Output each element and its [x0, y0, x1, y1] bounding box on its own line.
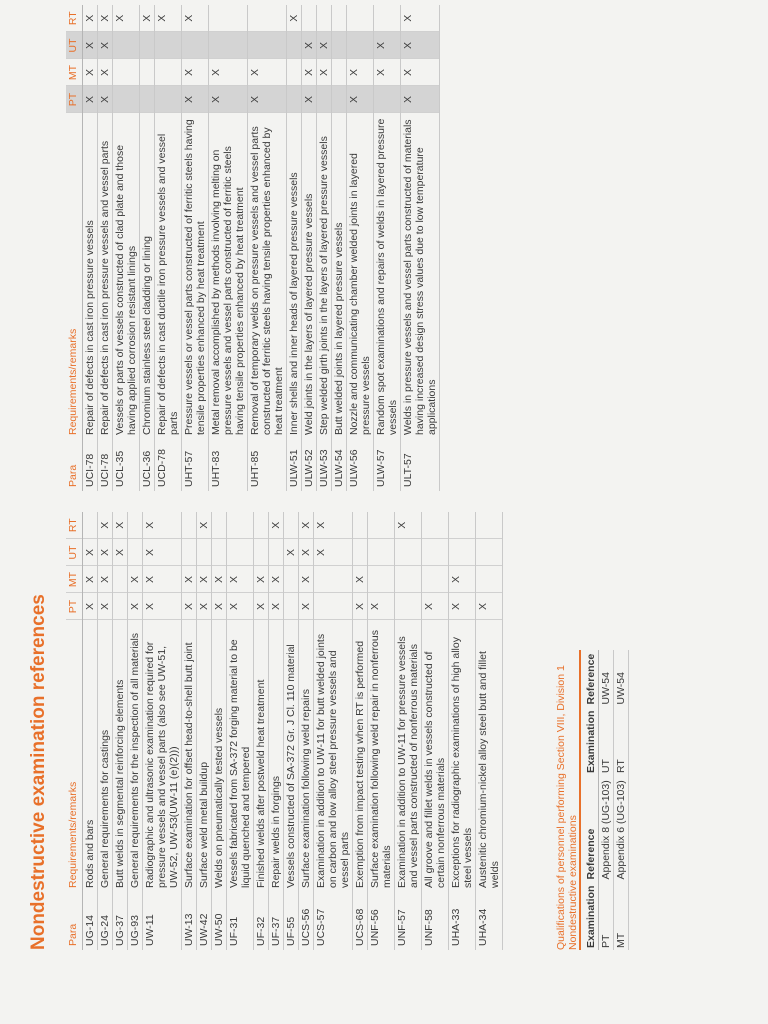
para-cell: UNF-56	[368, 892, 395, 950]
header-pt: PT	[66, 86, 83, 113]
pt-mark: X	[182, 593, 197, 620]
para-cell: UHA-34	[476, 892, 503, 950]
requirement-cell: Radiographic and ultrasonic examination required for pressure vessels and vessel parts (also see UW-51, UW-52, UW-53(UW-11 (e)(2)))	[143, 620, 182, 892]
pt-mark: X	[368, 593, 395, 620]
header-para: Para	[66, 439, 83, 491]
requirement-cell: Examination in addition to UW-11 for pressure vessels and vessel parts constructed of nonferrous materials	[395, 620, 422, 892]
qual-reference-cell-2: UW-54	[614, 650, 629, 707]
requirement-cell: Nozzle and communicating chamber welded joints in layered pressure vessels	[347, 113, 374, 439]
para-cell: UW-13	[182, 892, 197, 950]
para-cell: UCS-56	[299, 892, 314, 950]
ut-mark	[209, 32, 248, 59]
para-cell: UCL-35	[113, 439, 140, 491]
para-cell: UW-42	[197, 892, 212, 950]
requirement-cell: Butt welds in segmental reinforcing elements	[113, 620, 128, 892]
requirement-cell: Surface examination following weld repair in nonferrous materials	[368, 620, 395, 892]
ut-mark: X	[374, 32, 401, 59]
mt-mark: X	[302, 59, 317, 86]
qual-header-reference-2: Reference	[584, 650, 599, 707]
rt-mark: X	[395, 512, 422, 539]
table-row	[143, 512, 182, 950]
table-row	[182, 512, 197, 950]
rt-mark: X	[287, 5, 302, 32]
left-header-row	[66, 512, 83, 950]
qualifications-title: Qualifications of personnel performing Section VIII, Division 1	[555, 665, 567, 950]
rt-mark: X	[314, 512, 353, 539]
para-cell: ULT-57	[401, 439, 440, 491]
table-row	[227, 512, 254, 950]
pt-mark: X	[98, 86, 113, 113]
requirement-cell: Repair of defects in cast iron pressure vessels and vessel parts	[98, 113, 113, 439]
pt-mark: X	[299, 593, 314, 620]
requirement-cell: All groove and fillet welds in vessels constructed of certain nonferrous materials	[422, 620, 449, 892]
pt-mark: X	[212, 593, 227, 620]
para-cell: ULW-52	[302, 439, 317, 491]
requirement-cell: Pressure vessels or vessel parts constructed of ferritic steels having tensile properties enhanced by heat treatment	[182, 113, 209, 439]
table-row	[347, 5, 374, 491]
header-para: Para	[66, 892, 83, 950]
rt-mark: X	[113, 512, 128, 539]
mt-mark: X	[299, 566, 314, 593]
table-row	[269, 512, 284, 950]
para-cell: UF-32	[254, 892, 269, 950]
requirement-cell: Exceptions for radiographic examinations of high alloy steel vessels	[449, 620, 476, 892]
mt-mark	[284, 566, 299, 593]
rt-mark: X	[83, 5, 98, 32]
para-cell: UCI-78	[83, 439, 98, 491]
rt-mark	[254, 512, 269, 539]
rt-mark	[212, 512, 227, 539]
table-row	[395, 512, 422, 950]
para-cell: UF-55	[284, 892, 299, 950]
mt-mark: X	[212, 566, 227, 593]
ut-mark	[353, 539, 368, 566]
mt-mark	[395, 566, 422, 593]
mt-mark: X	[374, 59, 401, 86]
table-row	[197, 512, 212, 950]
pt-mark: X	[197, 593, 212, 620]
rt-mark	[317, 5, 332, 32]
requirement-cell: Austenitic chromium-nickel alloy steel butt and fillet welds	[476, 620, 503, 892]
table-row	[113, 512, 128, 950]
rt-mark	[284, 512, 299, 539]
pt-mark	[287, 86, 302, 113]
qual-exam-cell: PT	[599, 881, 614, 950]
mt-mark: X	[128, 566, 143, 593]
table-row	[368, 512, 395, 950]
rt-mark	[248, 5, 287, 32]
mt-mark	[155, 59, 182, 86]
pt-mark: X	[227, 593, 254, 620]
ut-mark	[368, 539, 395, 566]
mt-mark: X	[269, 566, 284, 593]
para-cell: UHA-33	[449, 892, 476, 950]
requirement-cell: Metal removal accomplished by methods involving melting on pressure vessels and vessel parts constructed of ferritic steels having tensile properties enhanced by heat treatment	[209, 113, 248, 439]
qualifications-header-row	[584, 650, 599, 950]
ut-mark: X	[401, 32, 440, 59]
pt-mark: X	[143, 593, 182, 620]
pt-mark	[314, 593, 353, 620]
rt-mark: X	[98, 5, 113, 32]
para-cell: UCD-78	[155, 439, 182, 491]
rt-mark	[368, 512, 395, 539]
page-title: Nondestructive examination references	[28, 594, 49, 950]
header-requirements: Requirements/remarks	[66, 620, 83, 892]
requirement-cell: Finished welds after postweld heat treatment	[254, 620, 269, 892]
requirement-cell: Welds on pneumatically tested vessels	[212, 620, 227, 892]
table-row	[83, 512, 98, 950]
requirement-cell: Random spot examinations and repairs of welds in layered pressure vessels	[374, 113, 401, 439]
table-row	[401, 5, 440, 491]
ut-mark	[395, 539, 422, 566]
rt-mark	[128, 512, 143, 539]
ut-mark	[155, 32, 182, 59]
rt-mark	[209, 5, 248, 32]
rt-mark	[182, 512, 197, 539]
qual-header-reference: Reference	[584, 775, 599, 881]
requirement-cell: Inner shells and inner heads of layered pressure vessels	[287, 113, 302, 439]
requirement-cell: Surface examination following weld repairs	[299, 620, 314, 892]
para-cell: ULW-54	[332, 439, 347, 491]
table-row	[155, 5, 182, 491]
ut-mark	[254, 539, 269, 566]
rt-mark: X	[143, 512, 182, 539]
qual-header-exam-2: Examination	[584, 707, 599, 776]
pt-mark: X	[302, 86, 317, 113]
pt-mark: X	[182, 86, 209, 113]
para-cell: ULW-56	[347, 439, 374, 491]
pt-mark: X	[83, 593, 98, 620]
ut-mark	[182, 32, 209, 59]
table-row	[248, 5, 287, 491]
mt-mark: X	[98, 566, 113, 593]
requirement-cell: Welds in pressure vessels and vessel parts constructed of materials having increased design stress values due to low temperature applications	[401, 113, 440, 439]
rt-mark: X	[401, 5, 440, 32]
para-cell: UF-37	[269, 892, 284, 950]
ut-mark: X	[98, 539, 113, 566]
ut-mark: X	[113, 539, 128, 566]
requirement-cell: Vessels fabricated from SA-372 forging material to be liquid quenched and tempered	[227, 620, 254, 892]
rt-mark: X	[140, 5, 155, 32]
ut-mark: X	[314, 539, 353, 566]
ut-mark: X	[143, 539, 182, 566]
pt-mark	[113, 593, 128, 620]
mt-mark: X	[83, 566, 98, 593]
pt-mark: X	[422, 593, 449, 620]
table-row	[374, 5, 401, 491]
mt-mark: X	[83, 59, 98, 86]
table-row	[314, 512, 353, 950]
header-rt: RT	[66, 512, 83, 539]
rt-mark	[347, 5, 374, 32]
requirement-cell: General requirements for castings	[98, 620, 113, 892]
mt-mark: X	[227, 566, 254, 593]
mt-mark: X	[182, 59, 209, 86]
ut-mark	[140, 32, 155, 59]
pt-mark: X	[476, 593, 503, 620]
table-row	[353, 512, 368, 950]
table-row	[476, 512, 503, 950]
header-rt: RT	[66, 5, 83, 32]
pt-mark: X	[248, 86, 287, 113]
pt-mark: X	[269, 593, 284, 620]
rt-mark: X	[182, 5, 209, 32]
mt-mark: X	[353, 566, 368, 593]
para-cell: UCL-36	[140, 439, 155, 491]
mt-mark: X	[248, 59, 287, 86]
ut-mark	[128, 539, 143, 566]
para-cell: UHT-57	[182, 439, 209, 491]
requirement-cell: Repair of defects in cast iron pressure vessels	[83, 113, 98, 439]
mt-mark: X	[347, 59, 374, 86]
rt-mark	[332, 5, 347, 32]
ut-mark	[227, 539, 254, 566]
para-cell: UW-11	[143, 892, 182, 950]
pt-mark	[317, 86, 332, 113]
requirement-cell: Examination in addition to UW-11 for butt welded joints on carbon and low alloy steel pressure vessels and vessel parts	[314, 620, 353, 892]
mt-mark: X	[449, 566, 476, 593]
table-row	[209, 5, 248, 491]
table-row	[317, 5, 332, 491]
qual-exam-cell-2: UT	[599, 707, 614, 776]
ut-mark: X	[83, 32, 98, 59]
table-row	[299, 512, 314, 950]
table-row	[98, 5, 113, 491]
table-row	[302, 5, 317, 491]
ut-mark	[449, 539, 476, 566]
rt-mark	[449, 512, 476, 539]
table-row	[254, 512, 269, 950]
para-cell: UNF-57	[395, 892, 422, 950]
rt-mark: X	[197, 512, 212, 539]
rt-mark	[476, 512, 503, 539]
rt-mark	[302, 5, 317, 32]
para-cell: UG-37	[113, 892, 128, 950]
mt-mark	[113, 566, 128, 593]
mt-mark	[422, 566, 449, 593]
table-row	[83, 5, 98, 491]
para-cell: UG-14	[83, 892, 98, 950]
requirement-cell: Butt welded joints in layered pressure vessels	[332, 113, 347, 439]
qualifications-divider	[579, 650, 581, 950]
right-reference-table	[66, 5, 440, 491]
rt-mark	[227, 512, 254, 539]
table-row	[98, 512, 113, 950]
ut-mark	[332, 32, 347, 59]
ut-mark	[212, 539, 227, 566]
rt-mark: X	[113, 5, 140, 32]
table-row	[113, 5, 140, 491]
table-row	[182, 5, 209, 491]
ut-mark	[113, 32, 140, 59]
rt-mark: X	[155, 5, 182, 32]
header-mt: MT	[66, 566, 83, 593]
ut-mark	[248, 32, 287, 59]
mt-mark: X	[98, 59, 113, 86]
rt-mark: X	[269, 512, 284, 539]
para-cell: UHT-85	[248, 439, 287, 491]
left-reference-table	[66, 512, 503, 950]
requirement-cell: Chromium stainless steel cladding or lining	[140, 113, 155, 439]
ut-mark: X	[284, 539, 299, 566]
mt-mark	[140, 59, 155, 86]
para-cell: UG-24	[98, 892, 113, 950]
ut-mark: X	[98, 32, 113, 59]
header-mt: MT	[66, 59, 83, 86]
mt-mark: X	[209, 59, 248, 86]
rt-mark	[353, 512, 368, 539]
header-pt: PT	[66, 593, 83, 620]
para-cell: ULW-51	[287, 439, 302, 491]
qual-reference-cell: Appendix 8 (UG-103)	[599, 775, 614, 881]
table-row	[212, 512, 227, 950]
mt-mark: X	[182, 566, 197, 593]
mt-mark: X	[401, 59, 440, 86]
pt-mark: X	[83, 86, 98, 113]
pt-mark	[155, 86, 182, 113]
para-cell: ULW-57	[374, 439, 401, 491]
table-row	[284, 512, 299, 950]
para-cell: UCI-78	[98, 439, 113, 491]
table-row	[332, 5, 347, 491]
requirement-cell: Surface examination for offset head-to-shell butt joint	[182, 620, 197, 892]
requirement-cell: Repair welds in forgings	[269, 620, 284, 892]
para-cell: UCS-57	[314, 892, 353, 950]
pt-mark: X	[353, 593, 368, 620]
table-row	[287, 5, 302, 491]
para-cell: UG-93	[128, 892, 143, 950]
mt-mark	[368, 566, 395, 593]
requirement-cell: Vessels or parts of vessels constructed of clad plate and those having applied corrosion resistant linings	[113, 113, 140, 439]
requirement-cell: Repair of defects in cast ductile iron pressure vessels and vessel parts	[155, 113, 182, 439]
ut-mark	[476, 539, 503, 566]
qual-reference-cell: Appendix 6 (UG-103)	[614, 775, 629, 881]
para-cell: UHT-83	[209, 439, 248, 491]
header-requirements: Requirements/remarks	[66, 113, 83, 439]
requirement-cell: Step welded girth joints in the layers of layered pressure vessels	[317, 113, 332, 439]
requirement-cell: Removal of temporary welds on pressure vessels and vessel parts constructed of ferritic steels having tensile properties enhanced by heat treatment	[248, 113, 287, 439]
rt-mark	[374, 5, 401, 32]
qual-exam-cell-2: RT	[614, 707, 629, 776]
rt-mark: X	[299, 512, 314, 539]
requirement-cell: Exemption from impact testing when RT is performed	[353, 620, 368, 892]
qualifications-table	[584, 650, 629, 950]
pt-mark: X	[98, 593, 113, 620]
qual-reference-cell-2: UW-54	[599, 650, 614, 707]
qualifications-section	[555, 650, 629, 950]
ut-mark	[182, 539, 197, 566]
qual-exam-cell: MT	[614, 881, 629, 950]
requirement-cell: Vessels constructed of SA-372 Gr. J Cl. 110 material	[284, 620, 299, 892]
requirement-cell: Rods and bars	[83, 620, 98, 892]
mt-mark	[476, 566, 503, 593]
right-header-row	[66, 5, 83, 491]
qualifications-row	[614, 650, 629, 950]
mt-mark: X	[317, 59, 332, 86]
para-cell: ULW-53	[317, 439, 332, 491]
header-ut: UT	[66, 539, 83, 566]
ut-mark	[197, 539, 212, 566]
rt-mark	[83, 512, 98, 539]
table-row	[449, 512, 476, 950]
mt-mark: X	[254, 566, 269, 593]
pt-mark	[332, 86, 347, 113]
pt-mark: X	[401, 86, 440, 113]
pt-mark: X	[128, 593, 143, 620]
pt-mark	[395, 593, 422, 620]
mt-mark	[287, 59, 302, 86]
pt-mark: X	[347, 86, 374, 113]
ut-mark	[287, 32, 302, 59]
pt-mark: X	[209, 86, 248, 113]
pt-mark	[113, 86, 140, 113]
table-row	[422, 512, 449, 950]
qualifications-subtitle: Nondestructive examinations	[567, 815, 579, 950]
pt-mark	[374, 86, 401, 113]
pt-mark: X	[254, 593, 269, 620]
ut-mark: X	[299, 539, 314, 566]
header-ut: UT	[66, 32, 83, 59]
pt-mark	[140, 86, 155, 113]
ut-mark	[347, 32, 374, 59]
ut-mark	[269, 539, 284, 566]
mt-mark	[314, 566, 353, 593]
requirement-cell: Surface weld metal buildup	[197, 620, 212, 892]
rt-mark	[422, 512, 449, 539]
ut-mark: X	[302, 32, 317, 59]
table-row	[128, 512, 143, 950]
requirement-cell: General requirements for the inspection of all materials	[128, 620, 143, 892]
ut-mark: X	[83, 539, 98, 566]
ut-mark	[422, 539, 449, 566]
qual-header-exam: Examination	[584, 881, 599, 950]
rt-mark: X	[98, 512, 113, 539]
ut-mark: X	[317, 32, 332, 59]
pt-mark	[284, 593, 299, 620]
requirement-cell: Weld joints in the layers of layered pressure vessels	[302, 113, 317, 439]
para-cell: UF-31	[227, 892, 254, 950]
table-row	[140, 5, 155, 491]
mt-mark: X	[197, 566, 212, 593]
para-cell: UNF-58	[422, 892, 449, 950]
mt-mark: X	[143, 566, 182, 593]
qualifications-row	[599, 650, 614, 950]
mt-mark	[332, 59, 347, 86]
pt-mark: X	[449, 593, 476, 620]
para-cell: UCS-68	[353, 892, 368, 950]
para-cell: UW-50	[212, 892, 227, 950]
mt-mark	[113, 59, 140, 86]
